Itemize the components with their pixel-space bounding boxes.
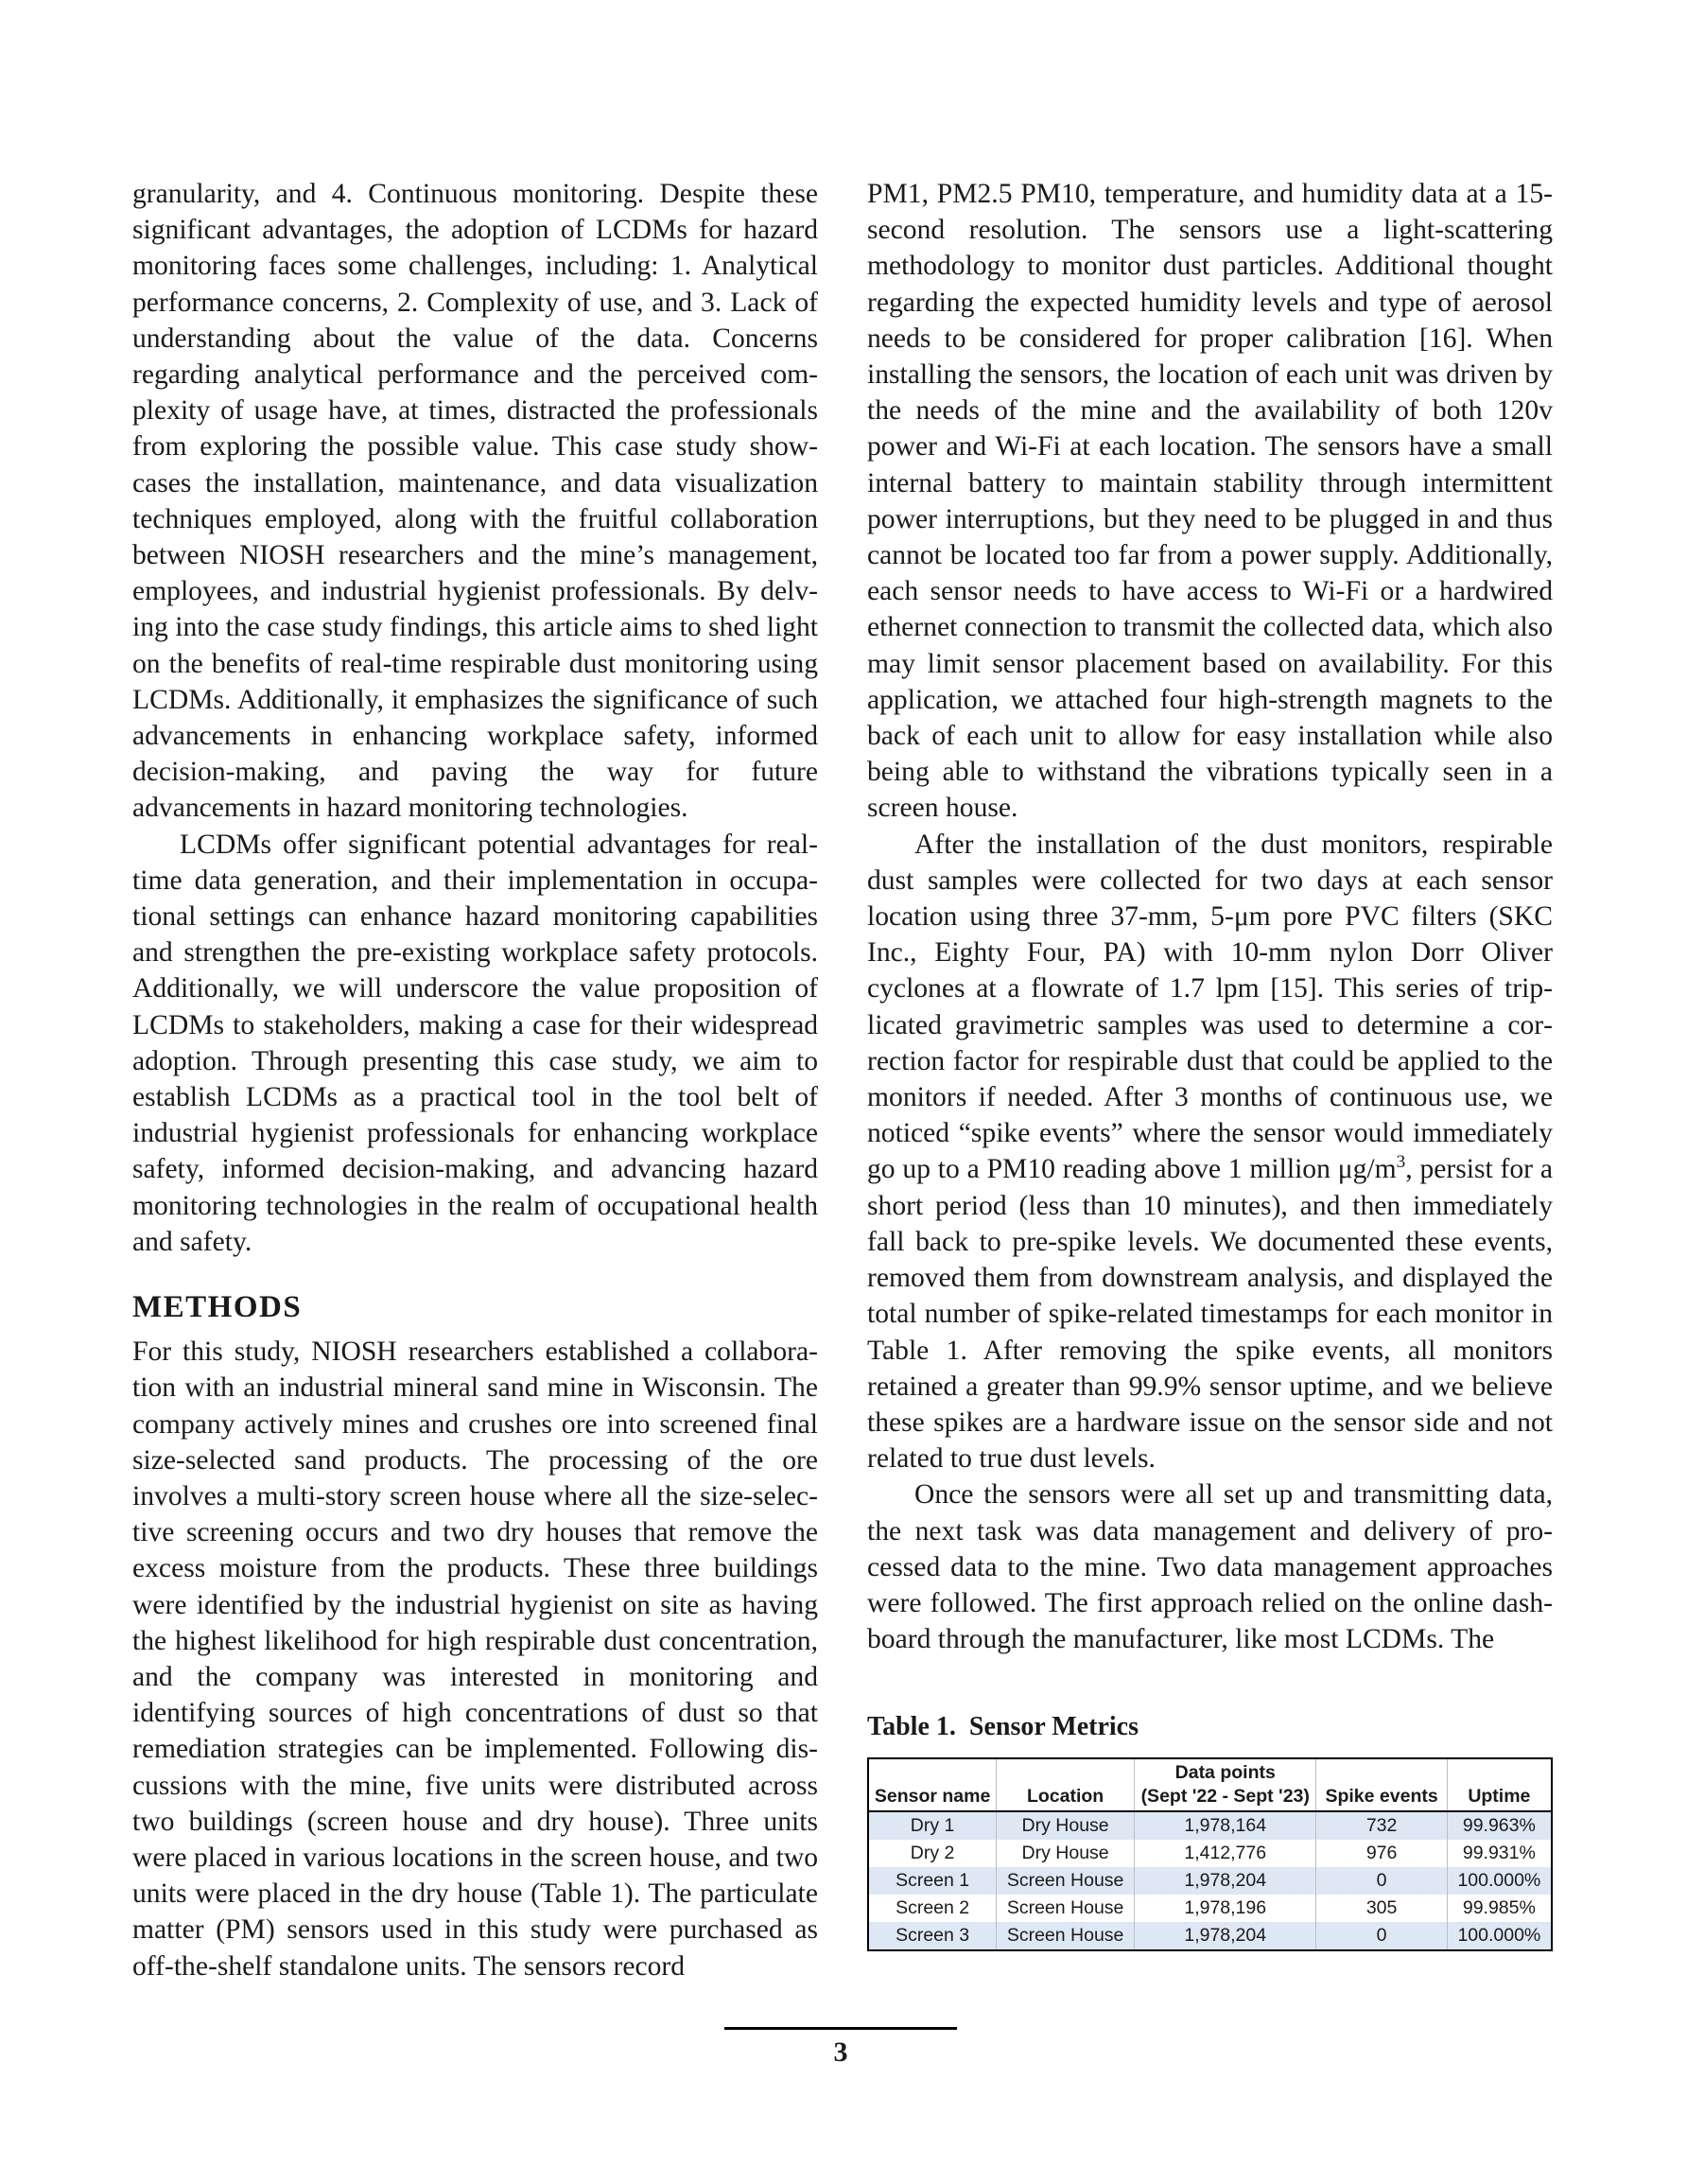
cell-spike-events: 305 [1316, 1895, 1447, 1922]
left-column [132, 176, 818, 1984]
header-data-points-line2: (Sept '22 - Sept '23) [1140, 1786, 1310, 1807]
table-row [868, 1922, 1552, 1950]
body-paragraph: For this study, NIOSH researchers established a collaboration with an industrial mineral sand mine in Wisconsin. The company actively mines and crushes ore into screened final size-selected sand products. The processing of the ore involves a multi-story screen house where all the size-selective screening occurs and two dry houses that remove the excess moisture from the products. These three buildings were identified by the industrial hygienist on site as having the highest likelihood for high respirable dust concentration, and the company was interested in monitoring and identifying sources of high concentrations of dust so that remediation strategies can be implemented. Following discussions with the mine, five units were distributed across two buildings (screen house and dry house). Three units were placed in various locations in the screen house, and two units were placed in the dry house (Table 1). The particulate matter (PM) sensors used in this study were purchased as off-the-shelf standalone units. The sensors record [132, 1337, 818, 1982]
cell-data-points: 1,978,196 [1135, 1895, 1316, 1922]
body-paragraph: LCDMs offer significant potential advantages for real-time data generation, and their implementation in occupational settings can enhance hazard monitoring capabilities and strengthen the pre-existing workplace safety protocols. Additionally, we will underscore the value proposition of LCDMs to stakeholders, making a case for their widespread adoption. Through presenting this case study, we aim to establish LCDMs as a practical tool in the tool belt of industrial hygienist professionals for enhancing workplace safety, informed decision-making, and advancing hazard monitoring technologies in the realm of occupational health and safety. [132, 829, 818, 1257]
superscript: 3 [1396, 1152, 1406, 1173]
cell-uptime: 99.963% [1447, 1811, 1552, 1840]
cell-uptime: 100.000% [1447, 1867, 1552, 1895]
cell-data-points: 1,978,164 [1135, 1811, 1316, 1840]
sensor-metrics-table [867, 1757, 1553, 1951]
body-paragraph [867, 827, 1553, 1477]
cell-uptime: 100.000% [1447, 1922, 1552, 1950]
header-data-points [1135, 1758, 1316, 1811]
body-paragraph: granularity, and 4. Continuous monitoring. Despite these significant advantages, the adoption of LCDMs for hazard monitoring faces some challenges, including: 1. Analytical performance concerns, 2. Complexity of use, and 3. Lack of understanding about the value of the data. Concerns regarding analytical performance and the perceived complexity of usage have, at times, distracted the professionals from exploring the possible value. This case study showcases the installation, maintenance, and data visualization techniques employed, along with the fruitful collaboration between NIOSH researchers and the mine’s management, employees, and industrial hygienist professionals. By delving into the case study findings, this article aims to shed light on the benefits of real-time respirable dust monitoring using LCDMs. Additionally, it emphasizes the significance of such advancements in enhancing workplace safety, informed decision-making, and paving the way for future advancements in hazard monitoring technologies. [132, 179, 818, 824]
header-data-points-line1: Data points [1174, 1762, 1276, 1783]
header-uptime: Uptime [1447, 1758, 1552, 1811]
header-location: Location [997, 1758, 1135, 1811]
cell-sensor-name: Screen 2 [868, 1895, 997, 1922]
paragraph-text: After the installation of the dust monitors, respirable dust samples were collected for two days at each sensor location using three 37-mm, 5-μm pore PVC filters (SKC Inc., Eighty Four, PA) with 10-mm nylon Dorr Oliver cyclones at a flowrate of 1.7 lpm [15]. This series of triplicated gravimetric samples was used to determine a correction factor for respirable dust that could be applied to the monitors if needed. After 3 months of continuous use, we noticed “spike events” where the sensor would immediately go up to a PM10 reading above 1 million μg/m [867, 829, 1553, 1185]
cell-data-points: 1,412,776 [1135, 1840, 1316, 1867]
header-sensor-name: Sensor name [868, 1758, 997, 1811]
cell-spike-events: 0 [1316, 1922, 1447, 1950]
cell-spike-events: 976 [1316, 1840, 1447, 1867]
cell-uptime: 99.985% [1447, 1895, 1552, 1922]
cell-location: Screen House [997, 1867, 1135, 1895]
section-heading-methods: METHODS [132, 1290, 303, 1325]
body-paragraph: PM1, PM2.5 PM10, temperature, and humidity data at a 15-second resolution. The sensors use a light-scattering methodology to monitor dust particles. Additional thought regarding the expected humidity levels and type of aerosol needs to be considered for proper calibration [16]. When installing the sensors, the location of each unit was driven by the needs of the mine and the availability of both 120v power and Wi-Fi at each location. The sensors have a small internal battery to maintain stability through intermittent power interruptions, but they need to be plugged in and thus cannot be located too far from a power supply. Additionally, each sensor needs to have access to Wi-Fi or a hardwired ethernet connection to transmit the collected data, which also may limit sensor placement based on availability. For this application, we attached four high-strength magnets to the back of each unit to allow for easy installation while also being able to withstand the vibrations typically seen in a screen house. [867, 179, 1553, 824]
table-header-row [868, 1758, 1552, 1811]
cell-location: Dry House [997, 1840, 1135, 1867]
footer-rule [724, 2027, 957, 2030]
cell-data-points: 1,978,204 [1135, 1922, 1316, 1950]
cell-location: Screen House [997, 1895, 1135, 1922]
cell-spike-events: 732 [1316, 1811, 1447, 1840]
table-block [867, 1710, 1553, 1951]
table-row [868, 1811, 1552, 1840]
cell-uptime: 99.931% [1447, 1840, 1552, 1867]
cell-sensor-name: Dry 1 [868, 1811, 997, 1840]
cell-data-points: 1,978,204 [1135, 1867, 1316, 1895]
cell-spike-events: 0 [1316, 1867, 1447, 1895]
cell-location: Dry House [997, 1811, 1135, 1840]
table-title: Table 1. Sensor Metrics [867, 1712, 1139, 1741]
table-row [868, 1867, 1552, 1895]
cell-location: Screen House [997, 1922, 1135, 1950]
body-paragraph: Once the sensors were all set up and transmitting data, the next task was data management and delivery of processed data to the mine. Two data management approaches were followed. The first approach relied on the online dashboard through the manufacturer, like most LCDMs. The [867, 1479, 1553, 1655]
cell-sensor-name: Dry 2 [868, 1840, 997, 1867]
header-spike-events: Spike events [1316, 1758, 1447, 1811]
cell-sensor-name: Screen 3 [868, 1922, 997, 1950]
cell-sensor-name: Screen 1 [868, 1867, 997, 1895]
table-row [868, 1895, 1552, 1922]
page-number: 3 [833, 2036, 848, 2068]
table-row [868, 1840, 1552, 1867]
right-column [867, 176, 1553, 1657]
paragraph-text: , persist for a short period (less than 10 minutes), and then immediately fall back to pre-spike levels. We documented these events, removed them from downstream analysis, and displayed the total number of spike-related timestamps for each monitor in Table 1. After removing the spike events, all monitors retained a greater than 99.9% sensor uptime, and we believe these spikes are a hardware issue on the sensor side and not related to true dust levels. [867, 1154, 1553, 1475]
